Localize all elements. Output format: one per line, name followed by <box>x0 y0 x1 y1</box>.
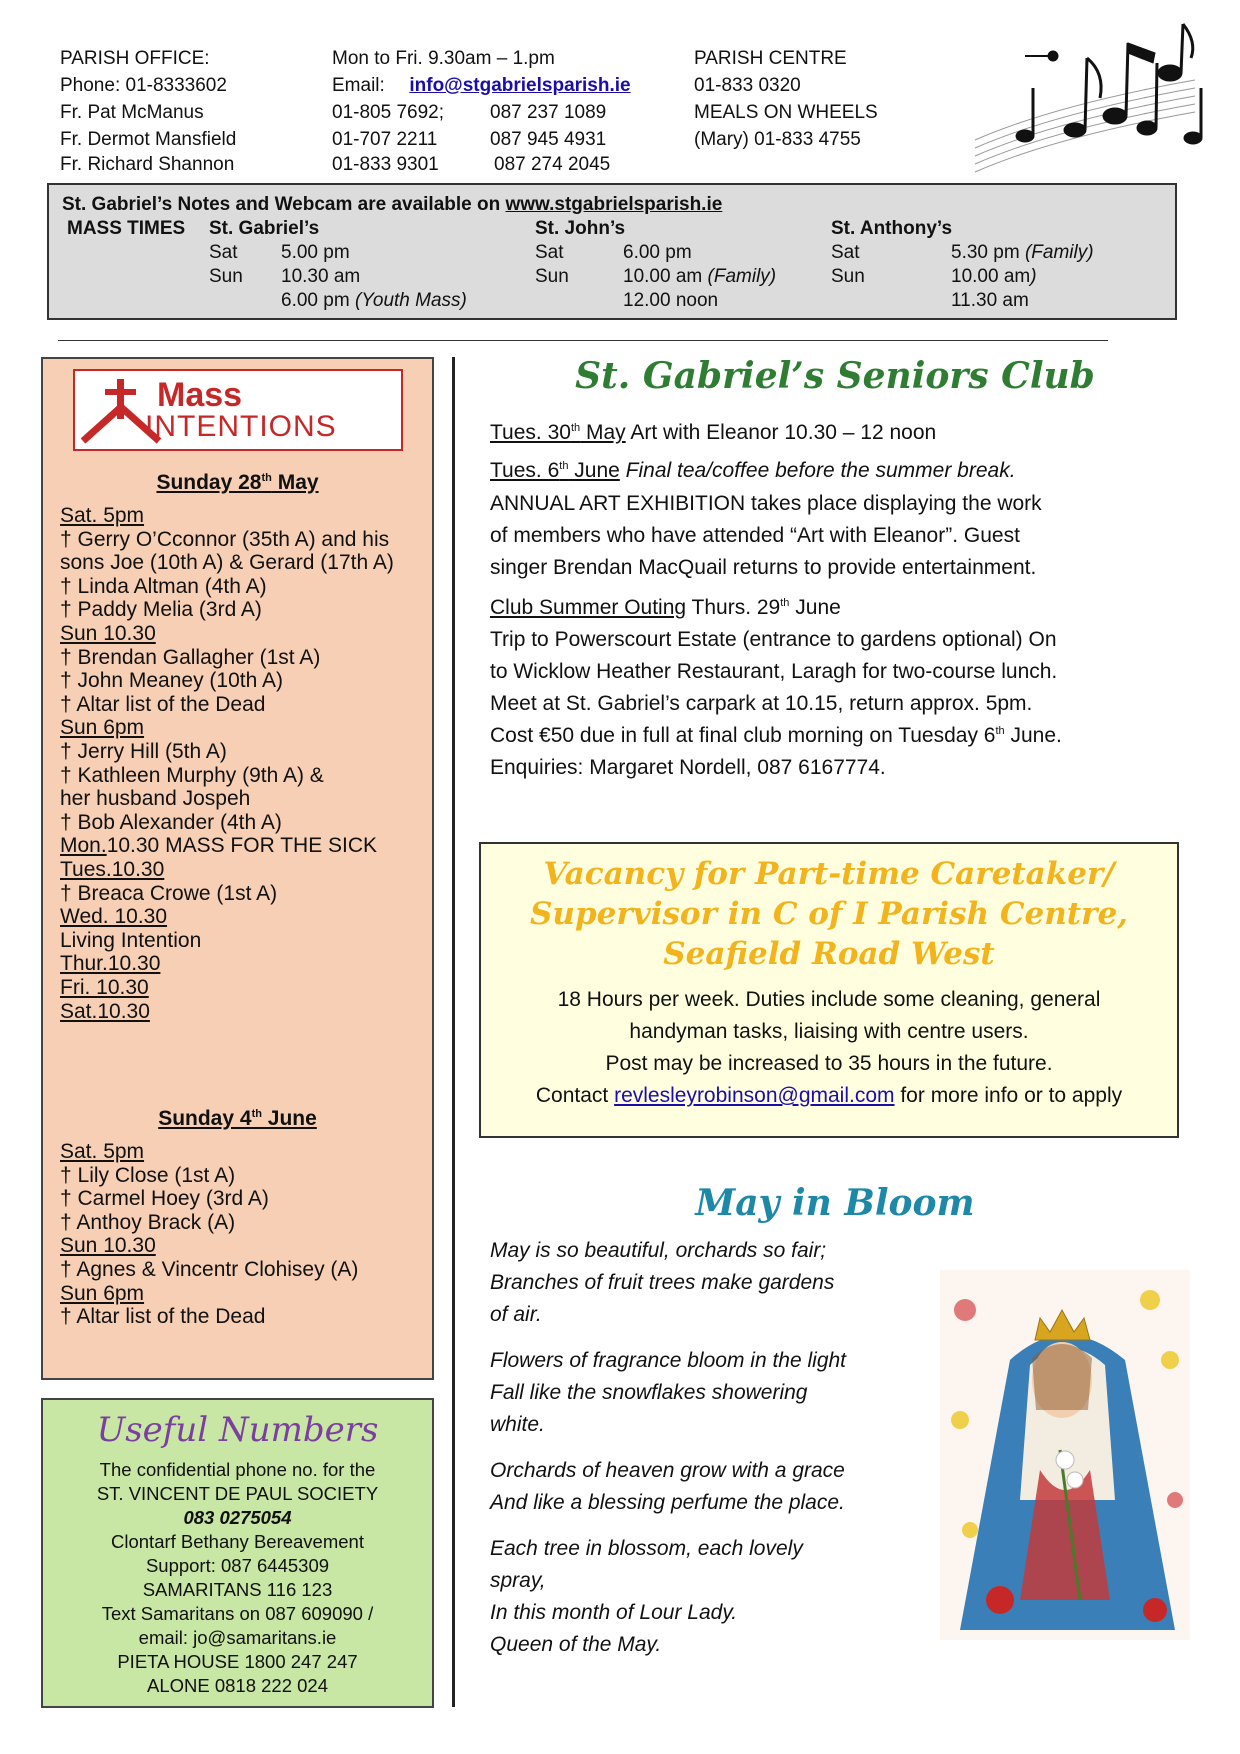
column-divider <box>452 357 455 1707</box>
mass-day: Sat <box>535 242 564 263</box>
church-name: St. Gabriel’s <box>209 218 320 239</box>
intention-line: Sun 6pm <box>60 1281 145 1305</box>
useful-line: Clontarf Bethany Bereavement <box>111 1531 364 1552</box>
club-text: of members who have attended “Art with Eleanor”. Guest <box>490 524 1020 547</box>
centre-phone: 01-833 0320 <box>694 75 801 96</box>
club-text: singer Brendan MacQuail returns to provide entertainment. <box>490 556 1037 579</box>
meals-phone: (Mary) 01-833 4755 <box>694 129 861 150</box>
club-text: Trip to Powerscourt Estate (entrance to gardens optional) On <box>490 628 1057 651</box>
office-hours: Mon to Fri. 9.30am – 1.pm <box>332 48 555 69</box>
intention-line: Thur.10.30 <box>60 952 161 976</box>
intention-line: † Kathleen Murphy (9th A) & <box>60 763 324 787</box>
priest-name: Fr. Dermot Mansfield <box>60 129 237 150</box>
mass-day: Sun <box>535 266 569 287</box>
intention-line: Sun 6pm <box>60 716 145 740</box>
office-email-link[interactable]: info@stgabrielsparish.ie <box>409 75 631 96</box>
useful-line: Text Samaritans on 087 609090 / <box>101 1603 374 1624</box>
priest-phone: 01-833 9301 <box>332 154 439 175</box>
mass-day: Sun <box>209 266 243 287</box>
intention-line: her husband Jospeh <box>60 787 251 811</box>
office-label: PARISH OFFICE: <box>60 48 210 69</box>
intention-line: Wed. 10.30 <box>60 905 168 929</box>
church-name: St. John’s <box>535 218 626 239</box>
mass-times-label: MASS TIMES <box>67 218 186 239</box>
vacancy-heading: Seafield Road West <box>663 936 995 972</box>
intention-line: † John Meaney (10th A) <box>60 669 283 693</box>
club-item-date: Tues. 6th June <box>490 459 620 482</box>
vacancy-line: Post may be increased to 35 hours in the future. <box>605 1052 1053 1075</box>
poem-line: Queen of the May. <box>490 1633 662 1656</box>
useful-line[interactable]: email: jo@samaritans.ie <box>138 1627 337 1648</box>
mass-time-value: 10.00 am <box>951 266 1031 287</box>
club-text: ANNUAL ART EXHIBITION takes place displaying the work <box>490 492 1042 515</box>
priest-phone: 01-805 7692; <box>332 102 444 123</box>
email-label: Email: <box>332 75 385 96</box>
club-item-text: Art with Eleanor 10.30 – 12 noon <box>625 421 937 444</box>
poem-line: In this month of Lour Lady. <box>490 1601 738 1624</box>
mass-time-value: 6.00 pm <box>281 290 350 311</box>
intention-line: † Anthoy Brack (A) <box>60 1210 236 1234</box>
club-item <box>490 419 936 447</box>
intention-line: † Breaca Crowe (1st A) <box>60 881 278 905</box>
useful-numbers-box <box>41 1398 434 1708</box>
priest-mobile: 087 945 4931 <box>490 129 607 150</box>
mass-time: 6.00 pm <box>623 242 692 263</box>
intention-line: Tues.10.30 <box>60 858 165 881</box>
useful-line: PIETA HOUSE 1800 247 247 <box>117 1651 358 1672</box>
intention-line: † Agnes & Vincentr Clohisey (A) <box>60 1258 359 1281</box>
intention-line: Sun 10.30 <box>60 1234 156 1258</box>
intention-line: † Altar list of the Dead <box>60 692 266 716</box>
contact-pre: Contact <box>535 1084 615 1107</box>
poem-title: May in Bloom <box>695 1182 975 1224</box>
webcam-notice-text: St. Gabriel’s Notes and Webcam are available on <box>62 194 501 215</box>
mass-day: Sun <box>831 266 865 287</box>
contact-post: for more info or to apply <box>894 1084 1123 1107</box>
mass-time: 10.30 am <box>281 266 361 287</box>
logo-text-mass: Mass <box>157 376 243 414</box>
mass-time <box>951 265 1037 289</box>
intention-line: Living Intention <box>60 928 202 952</box>
intention-line: Mon.10.30 MASS FOR THE SICK <box>60 834 378 858</box>
mass-time: 11.30 am <box>951 290 1029 311</box>
intention-line: Sat. 5pm <box>60 1140 145 1163</box>
mass-note: (Family) <box>707 266 777 287</box>
priest-name: Fr. Richard Shannon <box>60 154 235 175</box>
intention-line: † Bob Alexander (4th A) <box>60 810 282 834</box>
logo-text-intentions: INTENTIONS <box>145 410 337 443</box>
mass-note: (Youth Mass) <box>354 290 467 311</box>
intention-line: † Brendan Gallagher (1st A) <box>60 645 321 669</box>
vacancy-line: handyman tasks, liaising with centre users. <box>629 1020 1029 1043</box>
intention-line: † Lily Close (1st A) <box>60 1163 236 1187</box>
intention-line: † Linda Altman (4th A) <box>60 574 267 598</box>
useful-line: ST. VINCENT DE PAUL SOCIETY <box>96 1483 379 1504</box>
mass-intentions-box <box>41 357 434 1380</box>
useful-line: SAMARITANS 116 123 <box>142 1579 333 1600</box>
meals-label: MEALS ON WHEELS <box>694 102 878 123</box>
vacancy-contact <box>481 1082 1177 1110</box>
club-text: Enquiries: Margaret Nordell, 087 6167774. <box>490 756 886 779</box>
vacancy-heading: Supervisor in C of I Parish Centre, <box>530 896 1128 932</box>
email-row <box>332 73 631 99</box>
poem-line: Branches of fruit trees make gardens <box>490 1271 835 1294</box>
poem-line: Flowers of fragrance bloom in the light <box>490 1349 847 1372</box>
club-text: Meet at St. Gabriel’s carpark at 10.15, return approx. 5pm. <box>490 692 1033 715</box>
header-divider <box>58 340 1108 341</box>
music-notes-icon <box>965 18 1205 178</box>
mass-time: 12.00 noon <box>623 290 719 311</box>
intention-line: † Carmel Hoey (3rd A) <box>60 1187 269 1211</box>
club-outing <box>490 594 841 622</box>
useful-line: Support: 087 6445309 <box>145 1555 330 1576</box>
week1-heading: Sunday 28th May <box>156 471 319 494</box>
mass-times-box <box>47 183 1177 320</box>
outing-date: Thurs. 29th June <box>686 596 841 619</box>
intention-line: † Gerry O’Cconnor (35th A) and his <box>60 527 390 551</box>
vacancy-box <box>479 842 1179 1138</box>
mass-day: Sat <box>831 242 860 263</box>
webcam-notice <box>62 193 722 217</box>
webcam-link[interactable]: www.stgabrielsparish.ie <box>505 194 723 215</box>
mass-intentions-logo <box>73 369 403 451</box>
mass-time: 5.00 pm <box>281 242 350 263</box>
intention-line: † Paddy Melia (3rd A) <box>60 598 262 622</box>
week2-heading: Sunday 4th June <box>158 1107 317 1130</box>
mass-time <box>623 265 776 289</box>
poem-line: Each tree in blossom, each lovely <box>490 1537 803 1560</box>
poem-line: white. <box>490 1413 545 1436</box>
office-phone: Phone: 01-8333602 <box>60 75 227 96</box>
mass-note: ) <box>1030 266 1037 287</box>
club-item-text: Final tea/coffee before the summer break. <box>619 459 1016 482</box>
useful-line: 083 0275054 <box>183 1507 292 1528</box>
church-name: St. Anthony’s <box>831 218 953 239</box>
mass-time <box>951 241 1094 265</box>
useful-numbers-title: Useful Numbers <box>96 1410 379 1450</box>
outing-label: Club Summer Outing <box>490 596 687 619</box>
mass-time <box>281 289 467 313</box>
club-text: Cost €50 due in full at final club morning on Tuesday 6th June. <box>490 724 1062 747</box>
priest-name: Fr. Pat McManus <box>60 102 204 123</box>
intention-line: † Altar list of the Dead <box>60 1305 266 1329</box>
club-item <box>490 457 1016 485</box>
intention-line: Sat.10.30 <box>60 999 150 1023</box>
centre-label: PARISH CENTRE <box>694 48 847 69</box>
poem-line: Orchards of heaven grow with a grace <box>490 1459 845 1482</box>
poem-line: May is so beautiful, orchards so fair; <box>490 1239 827 1262</box>
intention-line: sons Joe (10th A) & Gerard (17th A) <box>60 551 394 575</box>
mass-day: Sat <box>209 242 238 263</box>
intention-line: Sat. 5pm <box>60 504 145 527</box>
poem-line: Fall like the snowflakes showering <box>490 1381 808 1404</box>
priest-mobile: 087 274 2045 <box>494 154 611 175</box>
club-text: to Wicklow Heather Restaurant, Laragh for two-course lunch. <box>490 660 1058 683</box>
vacancy-line: 18 Hours per week. Duties include some cleaning, general <box>557 988 1101 1011</box>
poem-line: of air. <box>490 1303 542 1326</box>
intention-line: Sun 10.30 <box>60 622 156 645</box>
intention-line: Fri. 10.30 <box>60 976 149 999</box>
mass-time-value: 10.00 am <box>623 266 703 287</box>
mass-note: (Family) <box>1024 242 1094 263</box>
vacancy-email-link[interactable]: revlesleyrobinson@gmail.com <box>614 1084 895 1107</box>
club-item-date: Tues. 30th May <box>490 421 626 444</box>
vacancy-heading: Vacancy for Part-time Caretaker/ <box>543 856 1115 892</box>
poem-line: spray, <box>490 1569 546 1592</box>
madonna-image <box>940 1270 1190 1640</box>
priest-mobile: 087 237 1089 <box>490 102 607 123</box>
poem-line: And like a blessing perfume the place. <box>490 1491 845 1514</box>
intention-line: † Jerry Hill (5th A) <box>60 740 227 763</box>
seniors-club-title: St. Gabriel’s Seniors Club <box>575 355 1095 397</box>
mass-time-value: 5.30 pm <box>951 242 1020 263</box>
priest-phone: 01-707 2211 <box>332 129 438 150</box>
useful-line: The confidential phone no. for the <box>99 1459 376 1480</box>
useful-line: ALONE 0818 222 024 <box>146 1675 329 1696</box>
